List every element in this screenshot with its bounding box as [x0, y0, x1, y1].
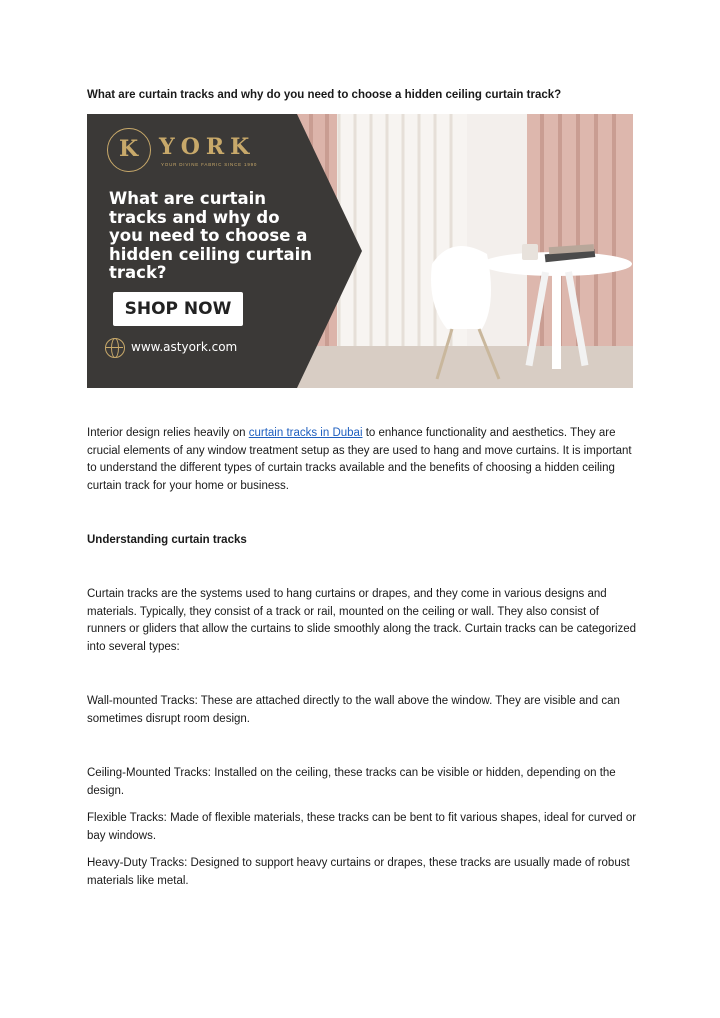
curtain-tracks-dubai-link[interactable]: curtain tracks in Dubai: [248, 427, 363, 439]
york-logo: [107, 128, 258, 174]
type-ceiling-mounted: Ceiling-Mounted Tracks: Installed on the ceiling, these tracks can be visible or hidden, depending on the design.: [87, 767, 616, 797]
type-flexible: Flexible Tracks: Made of flexible materials, these tracks can be bent to fit various shapes, ideal for curved or bay windows.: [87, 812, 637, 842]
document-title: What are curtain tracks and why do you need to choose a hidden ceiling curtain track?: [87, 89, 562, 101]
shop-now-button[interactable]: SHOP NOW: [113, 292, 243, 326]
section-heading: Understanding curtain tracks: [87, 534, 247, 546]
section-body-paragraph: Curtain tracks are the systems used to hang curtains or drapes, and they come in various designs and materials. Typically, they consist of a track or rail, mounted on the ceiling or wall. They also consist of runners or gliders that allow the curtains to slide smoothly along the track. Curtain tracks can be categorized into several types:: [87, 588, 637, 653]
york-logo-icon: K: [107, 128, 151, 172]
type-heavy-duty: Heavy-Duty Tracks: Designed to support heavy curtains or drapes, these tracks are usually made of robust materials like metal.: [87, 857, 630, 887]
brand-tagline: YOUR DIVINE FABRIC SINCE 1990: [161, 162, 258, 167]
brand-name: YORK: [159, 134, 256, 160]
banner-headline: What are curtain tracks and why do you need to choose a hidden ceiling curtain track?: [109, 189, 313, 282]
intro-paragraph: Interior design relies heavily on curtain tracks in Dubai to enhance functionality and aesthetics. They are crucial elements of any window treatment setup as they are used to hang and move curtains. It is important to understand the different types of curtain tracks available and the benefits of choosing a hidden ceiling curtain track for your home or business.: [87, 427, 632, 492]
website-url: www.astyork.com: [131, 340, 238, 354]
globe-icon: [105, 338, 125, 358]
type-wall-mounted: Wall-mounted Tracks: These are attached directly to the wall above the window. They are visible and can sometimes disrupt room design.: [87, 695, 620, 725]
hero-banner-image[interactable]: [87, 114, 633, 388]
